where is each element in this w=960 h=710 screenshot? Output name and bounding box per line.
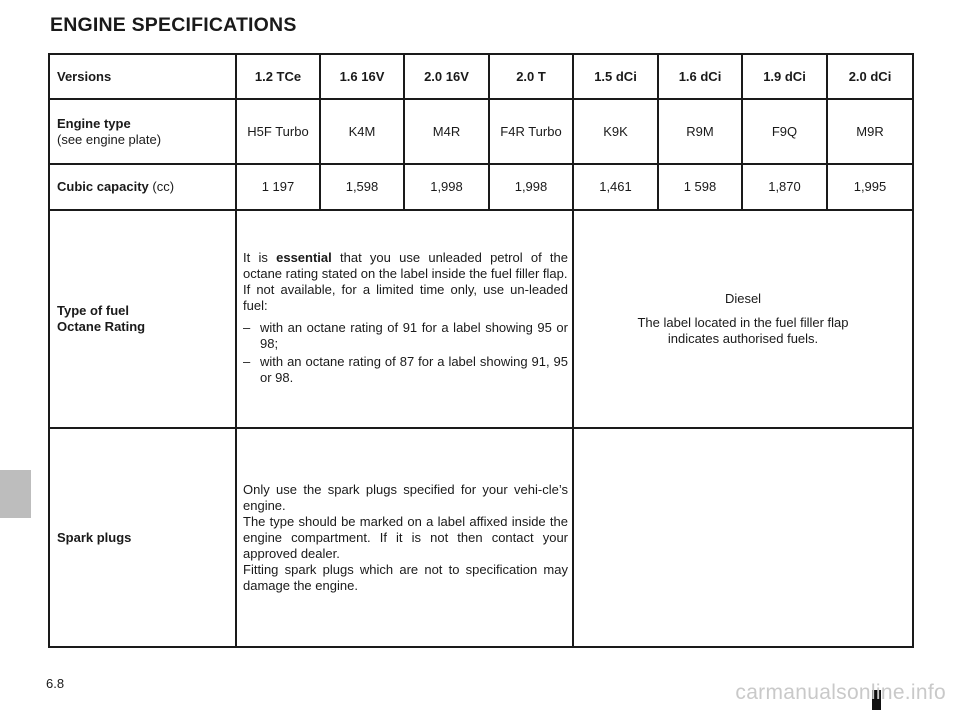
engine-type-cell: M4R — [404, 99, 489, 164]
spark-plugs-line: The type should be marked on a label affixed inside the engine compartment. If it is not then contact your approved dealer. — [243, 513, 568, 561]
list-item — [243, 320, 568, 352]
fuel-type-row — [49, 210, 913, 428]
engine-type-cell: K9K — [573, 99, 658, 164]
engine-type-note: (see engine plate) — [57, 131, 162, 147]
cubic-capacity-unit: (cc) — [148, 179, 175, 194]
cubic-capacity-title: Cubic capacity — [57, 179, 149, 194]
cubic-capacity-cell: 1,870 — [742, 164, 827, 210]
list-item — [243, 354, 568, 386]
spark-plugs-row — [49, 428, 913, 647]
octane-list — [243, 320, 568, 386]
fuel-type-title: Type of fuel — [57, 303, 129, 318]
version-header: 2.0 16V — [404, 54, 489, 99]
fuel-type-label — [49, 210, 236, 428]
octane-rating-title: Octane Rating — [57, 319, 146, 334]
cubic-capacity-cell: 1,461 — [573, 164, 658, 210]
version-header: 1.5 dCi — [573, 54, 658, 99]
engine-type-row — [49, 99, 913, 164]
cubic-capacity-label — [49, 164, 236, 210]
petrol-emphasis: essential — [276, 250, 332, 265]
spark-plugs-label: Spark plugs — [49, 428, 236, 647]
engine-type-cell: R9M — [658, 99, 742, 164]
version-header: 1.6 dCi — [658, 54, 742, 99]
list-item-text: with an octane rating of 91 for a label showing 95 or 98; — [260, 320, 568, 351]
petrol-paragraph — [243, 250, 568, 282]
diesel-note: The label located in the fuel filler flap indicates authorised fuels. — [637, 315, 849, 346]
diesel-spark-plugs-cell — [573, 428, 913, 647]
version-header: 2.0 T — [489, 54, 573, 99]
engine-type-title: Engine type — [57, 115, 131, 131]
page-title: ENGINE SPECIFICATIONS — [50, 14, 297, 36]
list-item-text: with an octane rating of 87 for a label showing 91, 95 or 98. — [260, 354, 568, 385]
engine-spec-table — [48, 53, 914, 648]
cubic-capacity-cell: 1,998 — [404, 164, 489, 210]
watermark: carmanualsonline.info — [735, 681, 946, 704]
engine-type-cell: F9Q — [742, 99, 827, 164]
version-header: 1.9 dCi — [742, 54, 827, 99]
table-header-row — [49, 54, 913, 99]
engine-type-cell: M9R — [827, 99, 913, 164]
cubic-capacity-cell: 1 598 — [658, 164, 742, 210]
version-header: 1.6 16V — [320, 54, 404, 99]
spark-plugs-line: Fitting spark plugs which are not to specification may damage the engine. — [243, 561, 568, 593]
cubic-capacity-cell: 1,598 — [320, 164, 404, 210]
version-header: 2.0 dCi — [827, 54, 913, 99]
petrol-fallback-paragraph: If not available, for a limited time only, use un-leaded fuel: — [243, 282, 568, 313]
cubic-capacity-cell: 1 197 — [236, 164, 320, 210]
spark-plugs-cell — [236, 428, 573, 647]
petrol-fuel-cell — [236, 210, 573, 428]
cubic-capacity-cell: 1,995 — [827, 164, 913, 210]
engine-type-cell: K4M — [320, 99, 404, 164]
versions-header: Versions — [49, 54, 236, 99]
petrol-text-post: that you use unleaded petrol of the octane rating stated on the label inside the fuel filler flap. — [243, 250, 568, 281]
spark-plugs-line: Only use the spark plugs specified for your vehi-cle’s engine. — [243, 481, 568, 513]
diesel-fuel-cell — [573, 210, 913, 428]
diesel-title: Diesel — [724, 291, 762, 306]
dash-bullet: – — [243, 320, 251, 335]
version-header: 1.2 TCe — [236, 54, 320, 99]
dash-bullet: – — [243, 354, 251, 369]
petrol-text-pre: It is — [243, 250, 277, 265]
chapter-tab — [0, 470, 31, 518]
engine-type-label — [49, 99, 236, 164]
engine-type-cell: H5F Turbo — [236, 99, 320, 164]
cubic-capacity-cell: 1,998 — [489, 164, 573, 210]
cubic-capacity-row — [49, 164, 913, 210]
engine-type-cell: F4R Turbo — [489, 99, 573, 164]
page-number: 6.8 — [46, 676, 65, 691]
